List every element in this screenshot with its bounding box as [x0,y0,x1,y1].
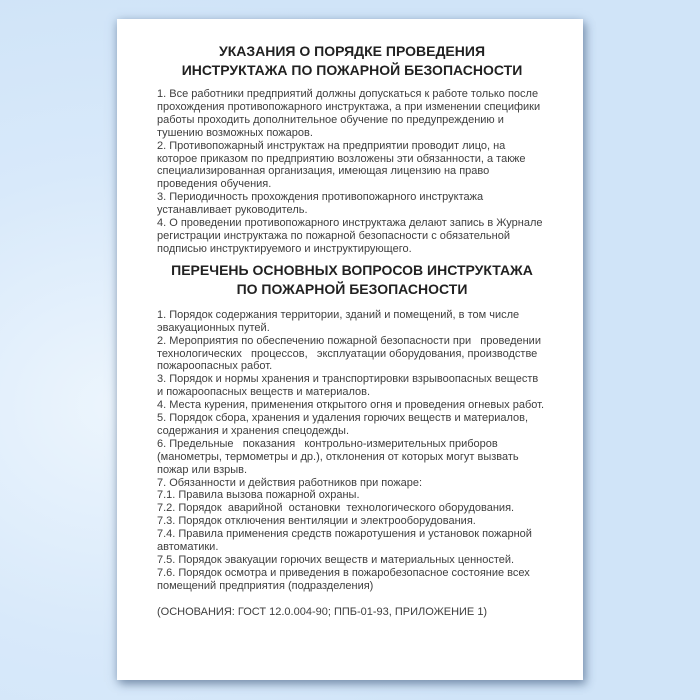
list-item: 7.4. Правила применения средств пожаротушения и установок пожарной автоматики. [157,528,536,554]
legal-basis-note: (ОСНОВАНИЯ: ГОСТ 12.0.004-90; ППБ-01-93, ПРИЛОЖЕНИЕ 1) [157,605,488,618]
section1-body [157,88,547,256]
list-item: 4. Места курения, применения открытого огня и проведения огневых работ. [157,399,544,412]
section1-title: УКАЗАНИЯ О ПОРЯДКЕ ПРОВЕДЕНИЯ ИНСТРУКТАЖА ПО ПОЖАРНОЙ БЕЗОПАСНОСТИ [181,43,523,78]
section2-list [157,309,547,593]
list-item: 3. Порядок и нормы хранения и транспортировки взрывоопасных веществ и пожароопасных веществ и материалов. [157,373,542,399]
list-item: 7.2. Порядок аварийной остановки технологического оборудования. [157,502,515,515]
list-item: 7. Обязанности и действия работников при пожаре: [157,476,423,489]
document-page [117,19,583,680]
desktop-background [0,19,700,700]
list-item: 7.3. Порядок отключения вентиляции и электрооборудования. [157,515,476,528]
paragraph: 2. Противопожарный инструктаж на предприятии проводит лицо, на которое приказом по предприятию возложены эти обязанности, а также специализированная организация, имеющая лицензию на право проведения обучения. [157,139,529,191]
list-item: 5. Порядок сбора, хранения и удаления горючих веществ и материалов, содержания и хранения спецодежды. [157,412,532,437]
paragraph: 1. Все работники предприятий должны допускаться к работе только после прохождения противопожарного инструктажа, а при изменении специфики работы проходить дополнительное обучение по предупреждению и тушению возможных пожаров. [157,88,544,139]
list-item: 2. Мероприятия по обеспечению пожарной безопасности при проведении технологических процессов, эксплуатации оборудования, производстве пожароопасных работ. [157,334,545,373]
paragraph: 3. Периодичность прохождения противопожарного инструктажа устанавливает руководитель. [157,191,487,217]
list-item: 7.1. Правила вызова пожарной охраны. [157,489,360,502]
paragraph: 4. О проведении противопожарного инструктажа делают запись в Журнале регистрации инструктажа по пожарной безопасности с обязательной подписью инструктируемого и инструктирующего. [157,217,546,255]
list-item: 7.6. Порядок осмотра и приведения в пожаробезопасное состояние всех помещений предприятия (подразделения) [157,566,533,592]
section2-title: ПЕРЕЧЕНЬ ОСНОВНЫХ ВОПРОСОВ ИНСТРУКТАЖА ПО ПОЖАРНОЙ БЕЗОПАСНОСТИ [171,261,533,297]
list-item: 1. Порядок содержания территории, зданий и помещений, в том числе эвакуационных путей. [157,308,523,334]
list-item: 6. Предельные показания контрольно-измерительных приборов (манометры, термометры и др.), отклонения от которых могут вызвать пожар или взрыв. [157,437,522,476]
list-item: 7.5. Порядок эвакуации горючих веществ и материальных ценностей. [157,554,515,566]
